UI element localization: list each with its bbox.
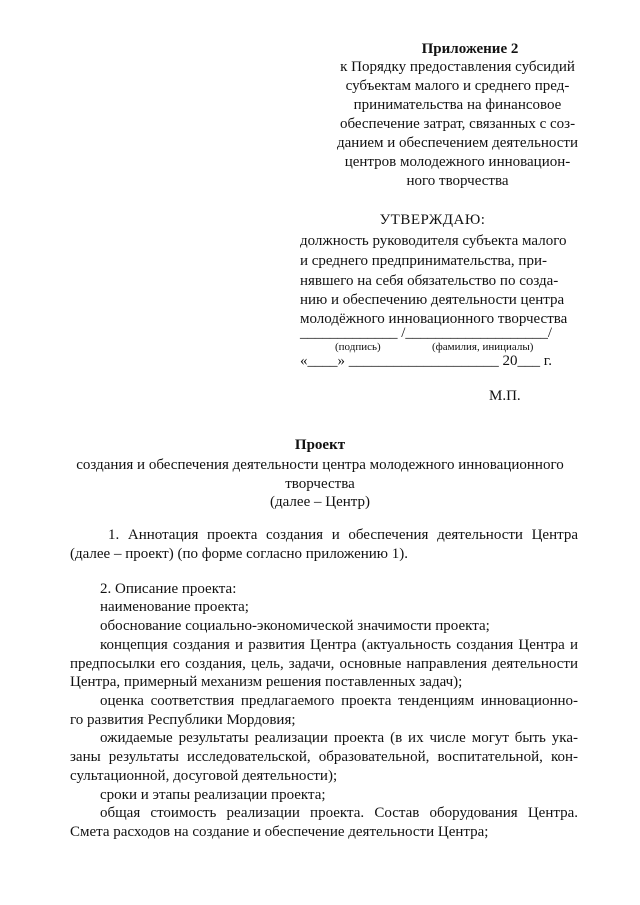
- project-title-line: творчества: [285, 476, 355, 492]
- results-line: ожидаемые результаты реализации проекта (в их числе могут быть ука-: [100, 730, 578, 746]
- cost-line: Смета расходов на создание и обеспечение деятельности Центра;: [70, 824, 489, 840]
- approval-line: нявшего на себя обязательство по созда-: [300, 273, 559, 289]
- paragraph-1-line: 1. Аннотация проекта создания и обеспечения деятельности Центра: [108, 527, 578, 543]
- cost-line: общая стоимость реализации проекта. Состав оборудования Центра.: [100, 805, 578, 821]
- list-item: наименование проекта;: [100, 599, 249, 615]
- signature-caption: (подпись): [335, 341, 381, 353]
- approval-line: должность руководителя субъекта малого: [300, 233, 567, 249]
- signature-line: _____________ /___________________/: [300, 325, 553, 341]
- appendix-line: к Порядку предоставления субсидий: [340, 59, 575, 75]
- appendix-line: ного творчества: [406, 173, 509, 189]
- assessment-line: го развития Республики Мордовия;: [70, 712, 296, 728]
- section-2-heading: 2. Описание проекта:: [100, 581, 237, 597]
- concept-line: Центра, примерный механизм решения поставленных задач);: [70, 674, 463, 690]
- timing-line: сроки и этапы реализации проекта;: [100, 787, 326, 803]
- results-line: сультационной, досуговой деятельности);: [70, 768, 338, 784]
- concept-line: предпосылки его создания, цель, задачи, основные направления деятельности: [70, 656, 578, 672]
- approval-line: и среднего предпринимательства, при-: [300, 253, 547, 269]
- approval-line: молодёжного инновационного творчества: [300, 311, 568, 327]
- paragraph-1-line: (далее – проект) (по форме согласно приложению 1).: [70, 546, 409, 562]
- assessment-line: оценка соответствия предлагаемого проекта тенденциям инновационно-: [100, 693, 578, 709]
- appendix-line: субъектам малого и среднего пред-: [345, 78, 570, 94]
- appendix-line: данием и обеспечением деятельности: [337, 135, 578, 151]
- project-title-line: создания и обеспечения деятельности центра молодежного инновационного: [76, 457, 564, 473]
- results-line: заны результаты исследовательской, образовательной, воспитательной, кон-: [70, 749, 578, 765]
- appendix-title: Приложение 2: [421, 41, 519, 57]
- name-caption: (фамилия, инициалы): [432, 341, 534, 353]
- list-item: обоснование социально-экономической значимости проекта;: [100, 618, 490, 634]
- appendix-line: принимательства на финансовое: [353, 97, 562, 113]
- approval-line: нию и обеспечению деятельности центра: [300, 292, 565, 308]
- appendix-line: обеспечение затрат, связанных с соз-: [339, 116, 576, 132]
- date-line: «____» ____________________ 20___ г.: [300, 353, 552, 369]
- project-heading: Проект: [294, 437, 346, 453]
- approve-heading: УТВЕРЖДАЮ:: [379, 212, 486, 228]
- appendix-line: центров молодежного инновацион-: [344, 154, 571, 170]
- concept-line: концепция создания и развития Центра (актуальность создания Центра и: [100, 637, 578, 653]
- project-title-line: (далее – Центр): [270, 494, 370, 510]
- stamp-place: М.П.: [489, 388, 521, 404]
